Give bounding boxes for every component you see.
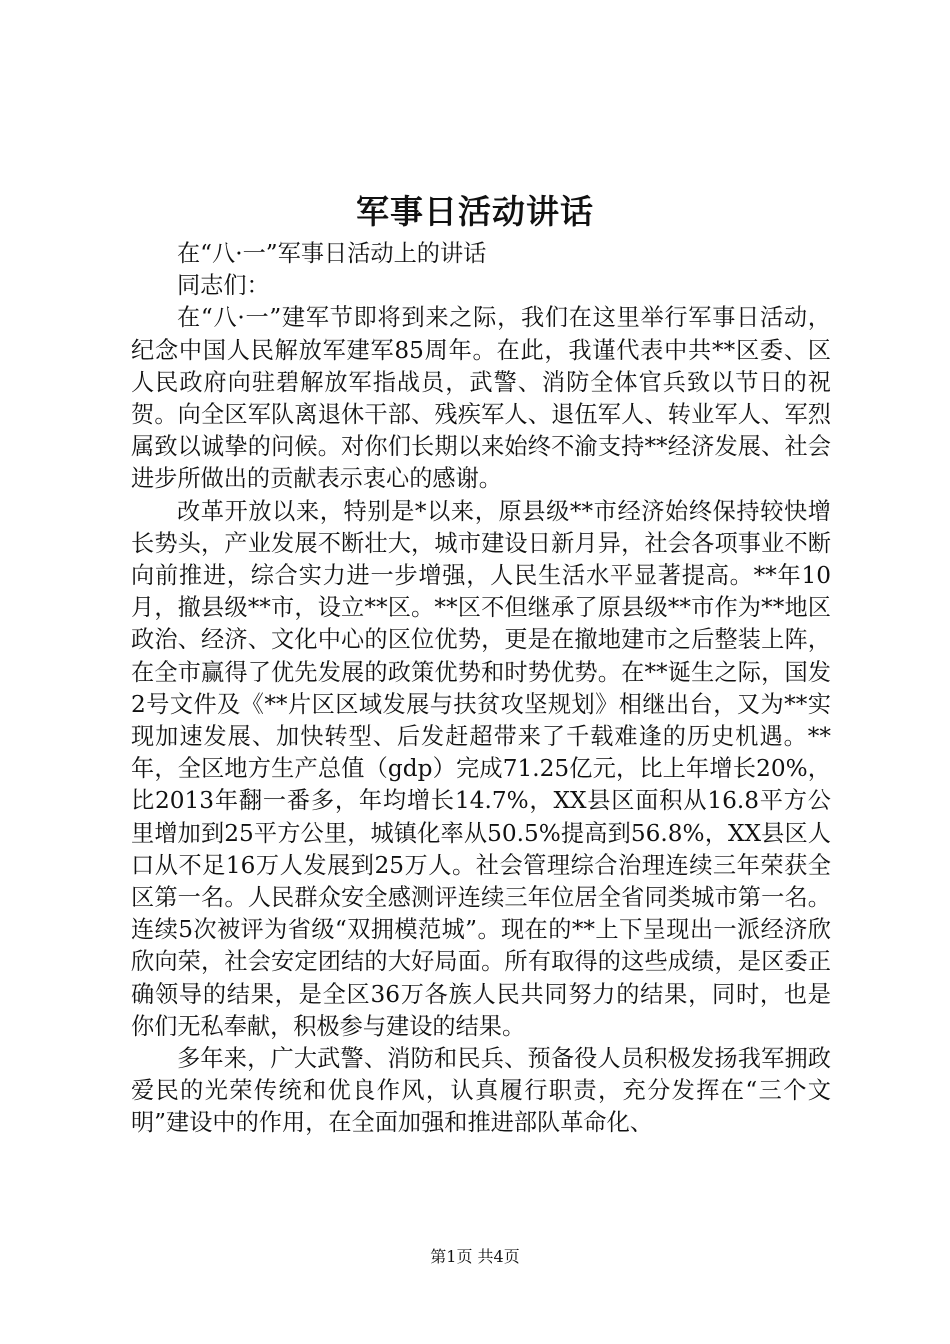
document-title: 军事日活动讲话: [356, 192, 594, 231]
body-paragraph: 多年来，广大武警、消防和民兵、预备役人员积极发扬我军拥政爱民的光荣传统和优良作风，认真履行职责，充分发挥在“三个文明”建设中的作用，在全面加强和推进部队革命化、: [131, 1045, 831, 1137]
salutation-paragraph: 同志们：: [177, 272, 270, 300]
body-paragraph: 在“八·一”建军节即将到来之际，我们在这里举行军事日活动，纪念中国人民解放军建军85周年。在此，我谨代表中共**区委、区人民政府向驻碧解放军指战员，武警、消防全体官兵致以节日的祝贺。向全区军队离退休干部、残疾军人、退伍军人、转业军人、军烈属致以诚挚的问候。对你们长期以来始终不渝支持**经济发展、社会进步所做出的贡献表示衷心的感谢。: [131, 304, 831, 493]
page-footer: 第1页 共4页: [430, 1247, 520, 1266]
subtitle-paragraph: 在“八·一”军事日活动上的讲话: [177, 240, 487, 267]
body-paragraph: 改革开放以来，特别是*以来，原县级**市经济始终保持较快增长势头，产业发展不断壮大，城市建设日新月异，社会各项事业不断向前推进，综合实力进一步增强，人民生活水平显著提高。**年10月，撤县级**市，设立**区。**区不但继承了原县级**市作为**地区政治、经济、文化中心的区位优势，更是在撤地建市之后整装上阵，在全市赢得了优先发展的政策优势和时势优势。在**诞生之际，国发2号文件及《**片区区域发展与扶贫攻坚规划》相继出台，又为**实现加速发展、加快转型、后发赶超带来了千载难逢的历史机遇。**年，全区地方生产总值（gdp）完成71.25亿元，比上年增长20%，比2013年翻一番多，年均增长14.7%，XX县区面积从16.8平方公里增加到25平方公里，城镇化率从50.5%提高到56.8%，XX县区人口从不足16万人发展到25万人。社会管理综合治理连续三年荣获全区第一名。人民群众安全感测评连续三年位居全省同类城市第一名。连续5次被评为省级“双拥模范城”。现在的**上下呈现出一派经济欣欣向荣，社会安定团结的大好局面。所有取得的这些成绩，是区委正确领导的结果，是全区36万各族人民共同努力的结果，同时，也是你们无私奉献，积极参与建设的结果。: [131, 497, 831, 1040]
document-body: [131, 238, 831, 1140]
